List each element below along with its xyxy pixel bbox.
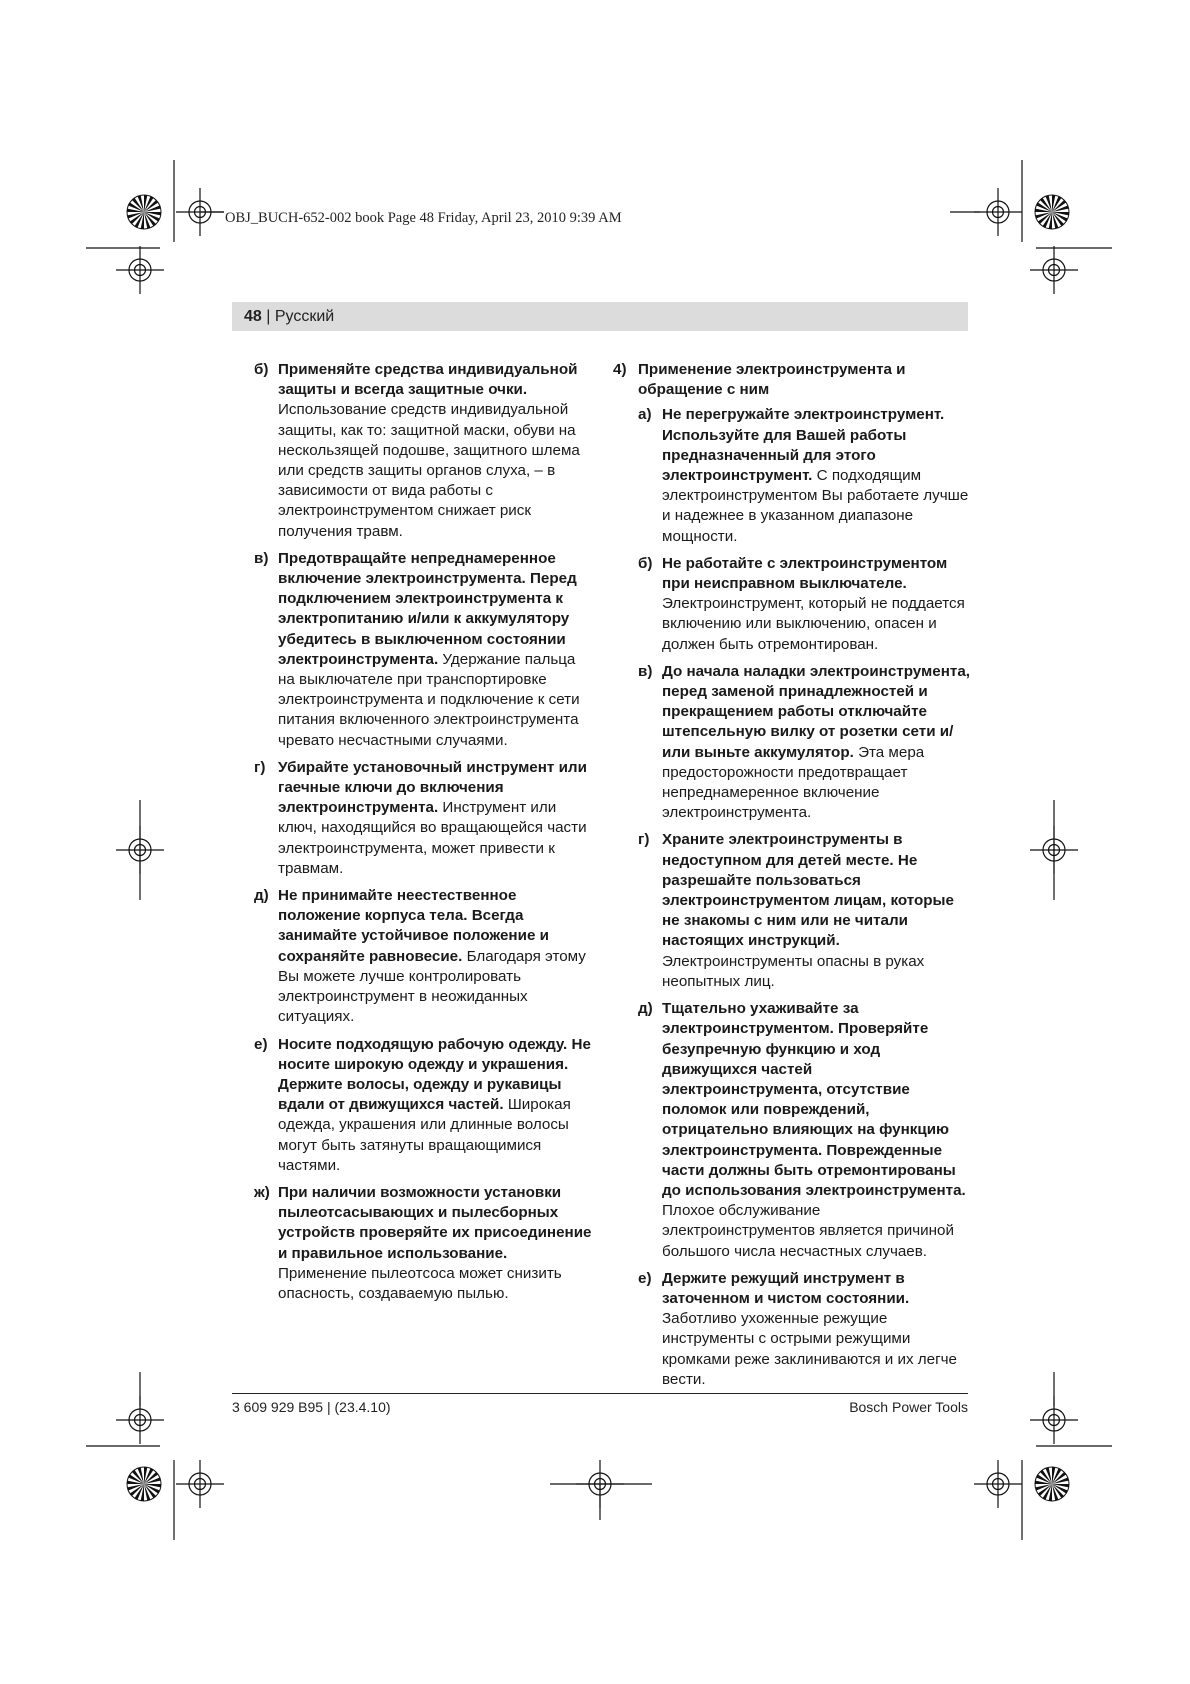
- right-column: [610, 360, 972, 1397]
- item-instruction: При наличии возможности установки пылеотсасывающих и пылесборных устройств проверяйте их присоединение и правильное использование.: [278, 1183, 592, 1262]
- item-instruction: Убирайте установочный инструмент или гаечные ключи до включения электроинструмента.: [278, 758, 587, 817]
- page-language: Русский: [274, 308, 335, 325]
- list-item: [254, 886, 594, 1027]
- item-letter: б): [638, 554, 653, 572]
- list-item: [254, 758, 594, 879]
- item-letter: б): [254, 361, 269, 378]
- item-letter: д): [254, 887, 269, 905]
- item-instruction: Не перегружайте электроинструмент. Используйте для Вашей работы предназначенный для этого электроинструмент.: [662, 406, 945, 485]
- item-explanation: Электроинструменты опасны в руках неопытных лиц.: [662, 952, 925, 990]
- item-explanation: Благодаря этому Вы можете лучше контролировать электроинструмент в неожиданных ситуациях.: [278, 947, 586, 1026]
- page-number: 48: [244, 308, 262, 325]
- section-4: [610, 360, 972, 1390]
- item-explanation: Инструмент или ключ, находящийся во вращающейся части электроинструмента, может привести к травмам.: [278, 799, 587, 877]
- page-header-band: [232, 302, 968, 331]
- list-item: [638, 662, 972, 824]
- footer-brand: Bosch Power Tools: [849, 1399, 968, 1415]
- item-instruction: Не работайте с электроинструментом при неисправном выключателе.: [662, 554, 948, 593]
- list-item: [254, 1035, 594, 1176]
- item-letter: а): [638, 406, 652, 424]
- item-letter: е): [254, 1035, 268, 1053]
- item-letter: в): [638, 662, 653, 680]
- item-letter: в): [254, 549, 269, 567]
- item-instruction: Применяйте средства индивидуальной защиты и всегда защитные очки.: [278, 361, 578, 399]
- item-explanation: Электроинструмент, который не поддается включению или выключению, опасен и должен быть отремонтирован.: [662, 595, 965, 653]
- list-item: [254, 1183, 594, 1304]
- item-instruction: Носите подходящую рабочую одежду. Не носите широкую одежду и украшения. Держите волосы, одежду и рукавицы вдали от движущихся частей.: [278, 1035, 591, 1114]
- item-instruction: Не принимайте неестественное положение корпуса тела. Всегда занимайте устойчивое положение и сохраняйте равновесие.: [278, 887, 549, 965]
- list-item: [638, 999, 972, 1262]
- footer-divider: [232, 1393, 968, 1394]
- list-item: [638, 554, 972, 655]
- item-explanation: Эта мера предосторожности предотвращает непреднамеренное включение электроинструмента.: [662, 743, 925, 822]
- star-target-icon: [127, 195, 161, 229]
- section-number: 4): [613, 361, 627, 378]
- list-item: [638, 1269, 972, 1390]
- item-explanation: Широкая одежда, украшения или длинные волосы могут быть затянуты вращающимися частями.: [278, 1096, 571, 1174]
- item-instruction: Тщательно ухаживайте за электроинструментом. Проверяйте безупречную функцию и ход движущихся частей электроинструмента, отсутствие поломок или повреждений, отрицательно влияющих на функцию электроинструмента. Поврежденные части должны быть отремонтированы до использования электроинструмента.: [662, 1000, 966, 1199]
- list-item: [638, 830, 972, 992]
- file-header: OBJ_BUCH-652-002 book Page 48 Friday, April 23, 2010 9:39 AM: [225, 210, 622, 226]
- page-separator: |: [261, 308, 275, 325]
- item-instruction: До начала наладки электроинструмента, перед заменой принадлежностей и прекращением работы отключайте штепсельную вилку от розетки сети и/или выньте аккумулятор.: [662, 662, 971, 761]
- list-item: [254, 549, 594, 751]
- star-target-icon: [127, 1467, 161, 1501]
- item-explanation: Применение пылеотсоса может снизить опасность, создаваемую пылью.: [278, 1264, 562, 1302]
- item-explanation: Заботливо ухоженные режущие инструменты с острыми режущими кромками реже заклиниваются и их легче вести.: [662, 1310, 957, 1388]
- list-item: [638, 405, 972, 546]
- item-letter: д): [638, 1000, 653, 1018]
- list-item: [254, 360, 594, 542]
- star-target-icon: [1035, 195, 1069, 229]
- item-explanation: Плохое обслуживание электроинструментов является причиной большого числа несчастных случаев.: [662, 1202, 954, 1260]
- item-letter: ж): [254, 1183, 270, 1201]
- item-explanation: С подходящим электроинструментом Вы работаете лучше и надежнее в указанном диапазоне мощности.: [662, 467, 969, 545]
- item-instruction: Храните электроинструменты в недоступном для детей месте. Не разрешайте пользоваться электроинструментом лицам, которые не знакомы с ним или не читали настоящих инструкций.: [662, 831, 954, 950]
- item-instruction: Предотвращайте непреднамеренное включение электроинструмента. Перед подключением электроинструмента к электропитанию и/или к аккумулятору убедитесь в выключенном состоянии электроинструмента.: [278, 549, 577, 668]
- footer-doc-code: 3 609 929 B95 | (23.4.10): [232, 1399, 391, 1415]
- left-column: [254, 360, 594, 1311]
- item-instruction: Держите режущий инструмент в заточенном и чистом состоянии.: [662, 1269, 910, 1307]
- star-target-icon: [1035, 1467, 1069, 1501]
- item-explanation: Использование средств индивидуальной защиты, как то: защитной маски, обуви на нескользящей подошве, защитного шлема или средств защиты органов слуха, – в зависимости от вида работы с электроинструментом снижает риск получения травм.: [278, 401, 580, 540]
- item-letter: е): [638, 1269, 652, 1287]
- item-letter: г): [638, 831, 650, 849]
- item-letter: г): [254, 758, 266, 776]
- section-title: Применение электроинструмента и обращение с ним: [638, 361, 906, 399]
- item-explanation: Удержание пальца на выключателе при транспортировке электроинструмента и подключение к сети питания включенного электроинструмента чревато несчастными случаями.: [278, 650, 580, 749]
